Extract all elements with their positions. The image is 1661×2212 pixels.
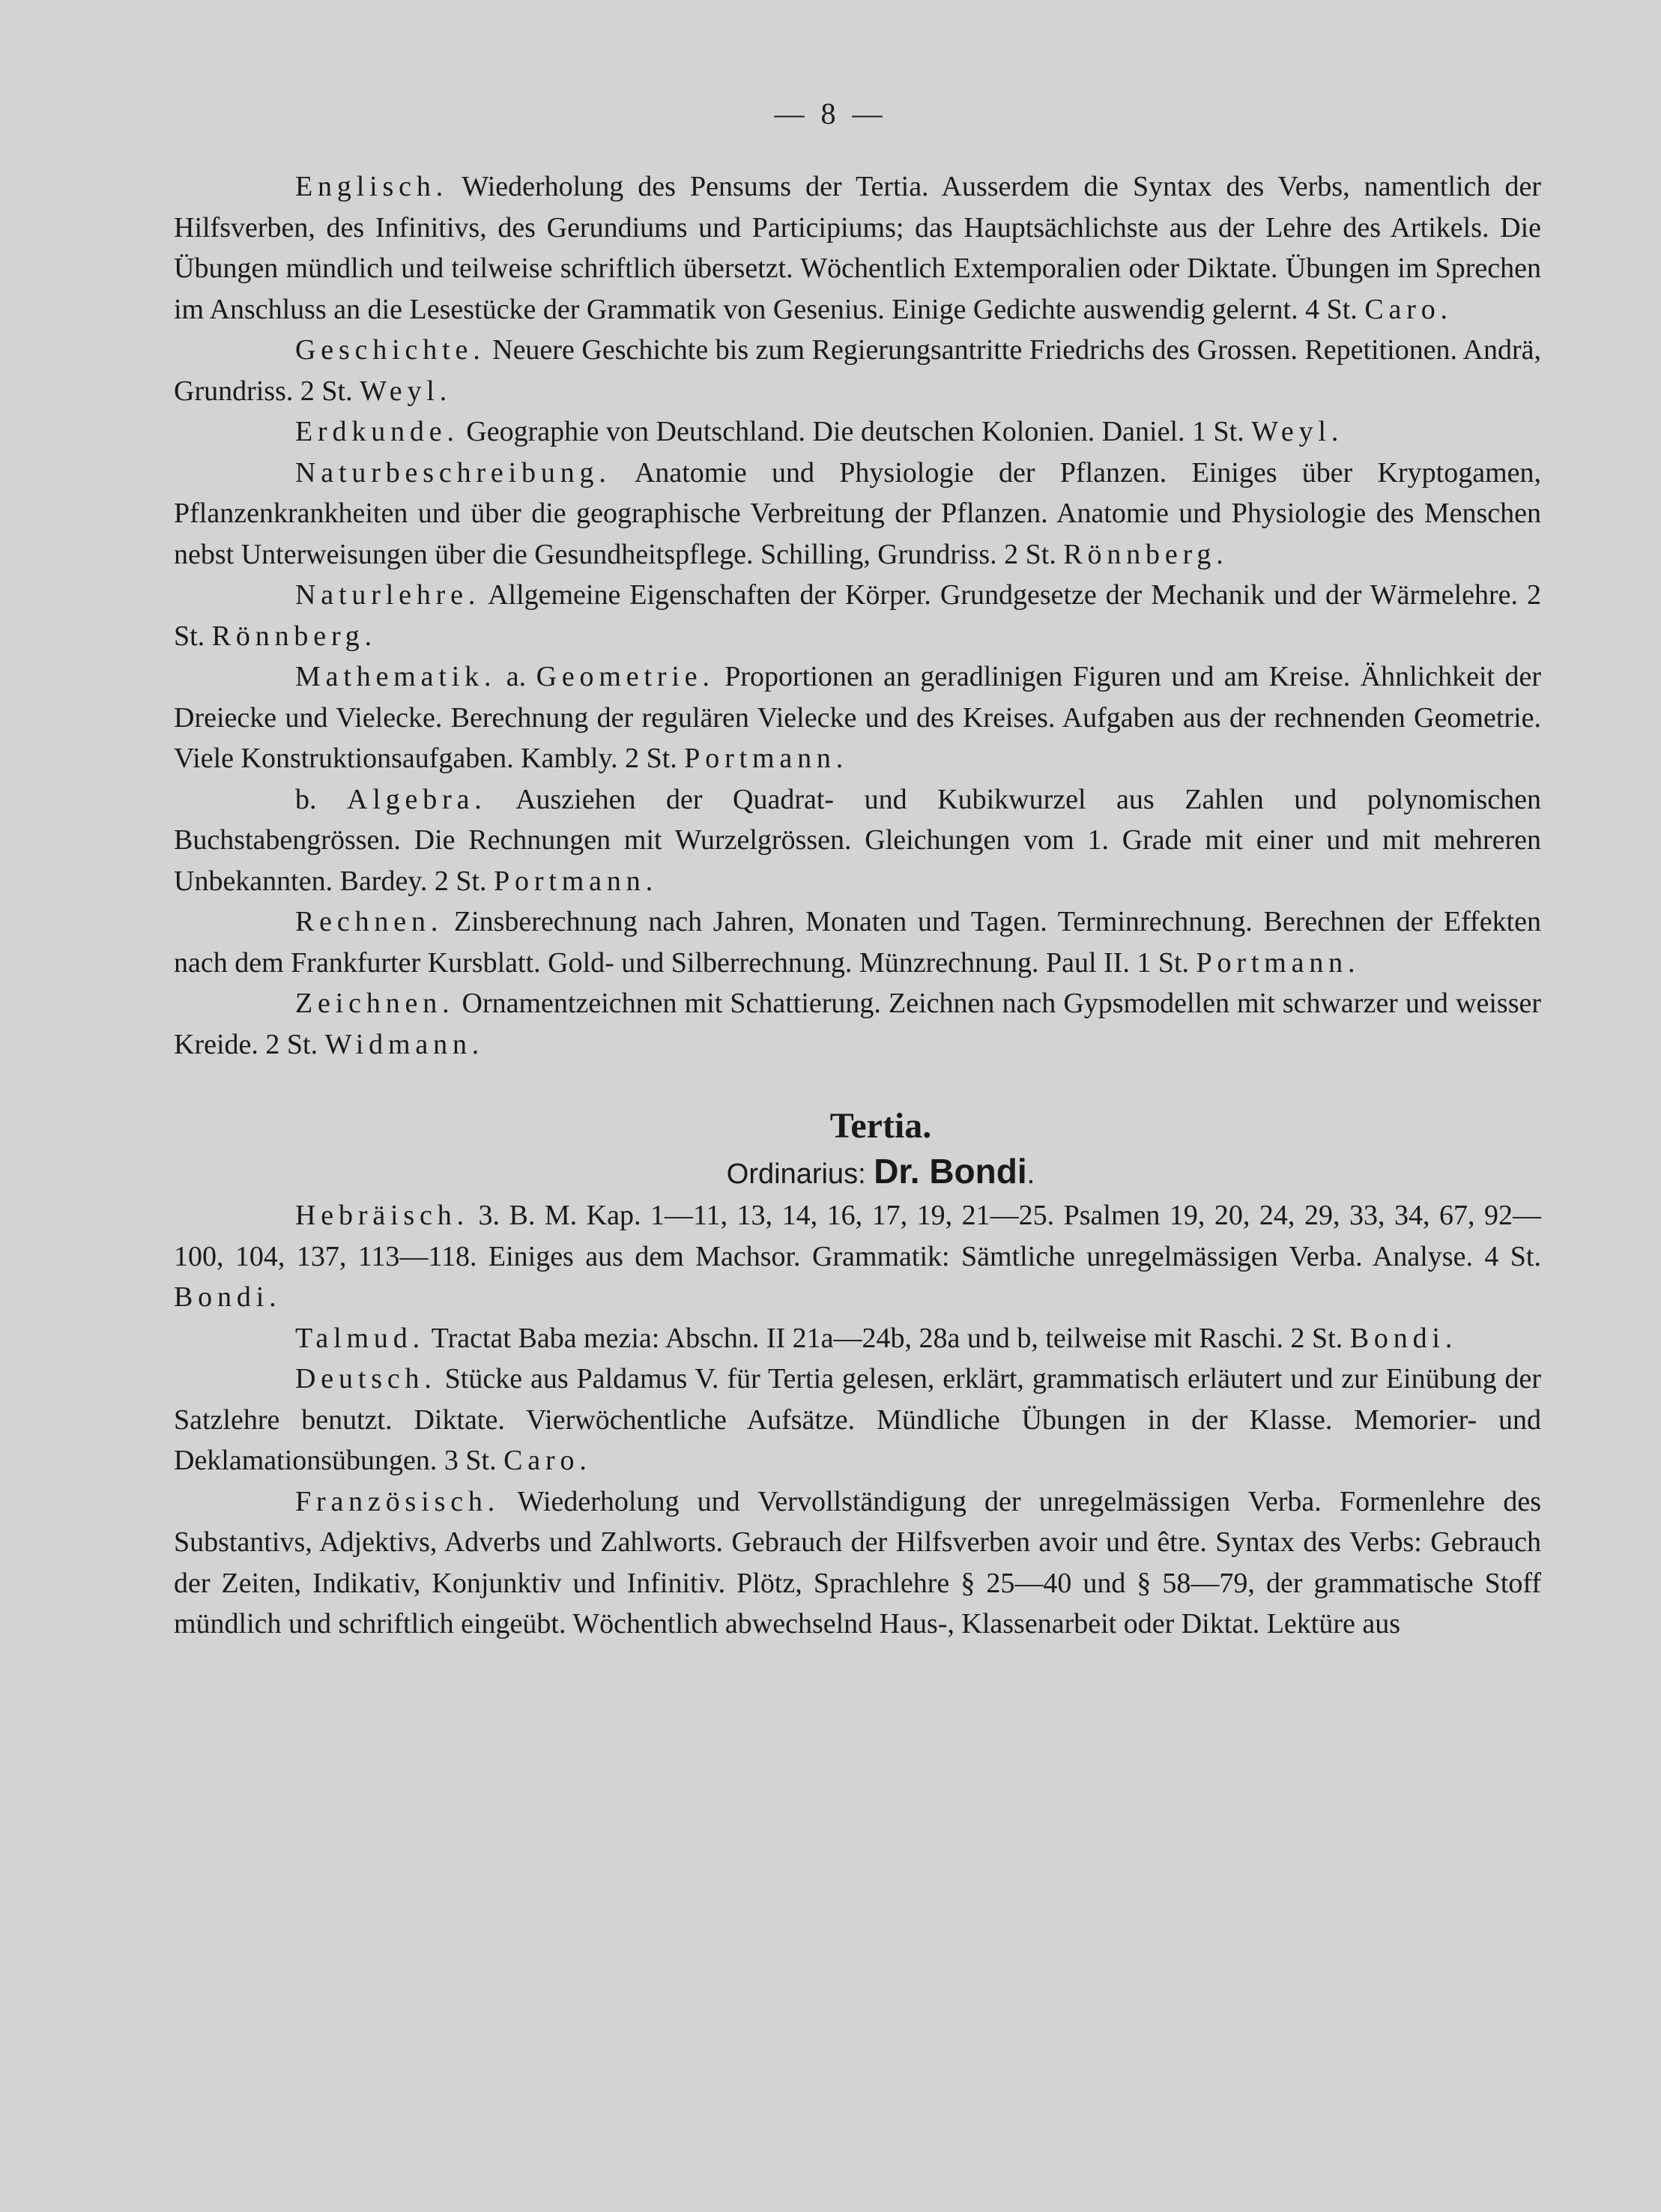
paragraph-text: Allgemeine Eigenschaften der Körper. Grundgesetze der Mechanik und der Wärmelehre. 2 St. xyxy=(174,579,1541,652)
paragraph-hebraeisch: Hebräisch. 3. B. M. Kap. 1—11, 13, 14, 16, 17, 19, 21—25. Psalmen 19, 20, 24, 29, 33, 34, 67, 92—100, 104, 137, 113—118. Einiges aus dem Machsor. Grammatik: Sämtliche unregelmässigen Verba. Analyse. 4 St. Bondi. xyxy=(174,1200,1541,1313)
paragraph-zeichnen: Zeichnen. Ornamentzeichnen mit Schattierung. Zeichnen nach Gypsmodellen mit schwarzer und weisser Kreide. 2 St. Widmann. xyxy=(174,988,1541,1060)
subject-label: Mathematik. xyxy=(295,661,497,692)
subject-label: Französisch. xyxy=(295,1485,500,1517)
ordinarius-line: Ordinarius: Dr. Bondi. xyxy=(726,1152,1035,1191)
paragraph-text: Neuere Geschichte bis zum Regierungsantritte Friedrichs des Grossen. Repetitionen. Andrä, Grundriss. 2 St. xyxy=(174,334,1541,407)
teacher-name: Widmann xyxy=(324,1028,472,1060)
subject-label: Zeichnen. xyxy=(295,988,455,1019)
paragraph-naturlehre: Naturlehre. Allgemeine Eigenschaften der Körper. Grundgesetze der Mechanik und der Wärmelehre. 2 St. Rönnberg. xyxy=(174,579,1541,652)
subject-label: Talmud. xyxy=(295,1322,425,1354)
subject-label: Deutsch. xyxy=(295,1363,437,1394)
paragraph-text: Proportionen an geradlinigen Figuren und am Kreise. Ähnlichkeit der Dreiecke und Vielecke. Berechnung der regulären Vielecke und des Kreises. Aufgaben aus der rechnenden Geometrie. Viele Konstruktionsaufgaben. Kambly. 2 St. xyxy=(174,661,1542,774)
ordinarius-name: Dr. Bondi xyxy=(874,1152,1027,1191)
paragraph-naturbeschreibung: Naturbeschreibung. Anatomie und Physiologie der Pflanzen. Einiges über Kryptogamen, Pflanzenkrankheiten und über die geographische Verbreitung der Pflanzen. Anatomie und Physiologie des Menschen nebst Unterweisungen über die Gesundheitspflege. Schilling, Grundriss. 2 St. Rönnberg. xyxy=(174,456,1541,570)
paragraph-text: Ornamentzeichnen mit Schattierung. Zeichnen nach Gypsmodellen mit schwarzer und weisser Kreide. 2 St. xyxy=(174,988,1541,1060)
teacher-name: Portmann xyxy=(1196,946,1349,979)
paragraph-text: Ausziehen der Quadrat- und Kubikwurzel aus Zahlen und polynomischen Buchstabengrössen. Die Rechnungen mit Wurzelgrössen. Gleichungen vom 1. Grade mit einer und mit mehreren Unbekannten. Bardey. 2 St. xyxy=(174,783,1541,897)
paragraph-text: 3. B. M. Kap. 1—11, 13, 14, 16, 17, 19, 21—25. Psalmen 19, 20, 24, 29, 33, 34, 67, 92—100, 104, 137, 113—118. Einiges aus dem Machsor. Grammatik: Sämtliche unregelmässigen Verba. Analyse. 4 St. xyxy=(174,1200,1541,1272)
teacher-name: Bondi xyxy=(174,1281,270,1313)
paragraph-text: Anatomie und Physiologie der Pflanzen. Einiges über Kryptogamen, Pflanzenkrankheiten und über die geographische Verbreitung der Pflanzen. Anatomie und Physiologie des Menschen nebst Unterweisungen über die Gesundheitspflege. Schilling, Grundriss. 2 St. xyxy=(174,456,1541,570)
subject-label: Erdkunde. xyxy=(295,416,459,447)
subject-label: Geschichte. xyxy=(295,334,485,366)
subject-label: Naturbeschreibung. xyxy=(295,456,611,489)
paragraph-text: Zinsberechnung nach Jahren, Monaten und Tagen. Terminrechnung. Berechnen der Effekten nach dem Frankfurter Kursblatt. Gold- und Silberrechnung. Münzrechnung. Paul II. 1 St. xyxy=(174,906,1541,979)
paragraph-text: Wiederholung des Pensums der Tertia. Ausserdem die Syntax des Verbs, namentlich der Hilfsverben, des Infinitivs, des Gerundiums und Participiums; das Hauptsächlichste aus der Lehre des Artikels. Die Übungen mündlich und teilweise schriftlich übersetzt. Wöchentlich Extemporalien oder Diktate. Übungen im Sprechen im Anschluss an die Lesestücke der Grammatik von Gesenius. Einige Gedichte auswendig gelernt. 4 St. xyxy=(174,171,1541,325)
paragraph-text: Tractat Baba mezia: Abschn. II 21a—24b, 28a und b, teilweise mit Raschi. 2 St. xyxy=(424,1322,1350,1354)
subject-label: Algebra. xyxy=(347,783,487,815)
paragraph-geschichte: Geschichte. Neuere Geschichte bis zum Regierungsantritte Friedrichs des Grossen. Repetitionen. Andrä, Grundriss. 2 St. Weyl. xyxy=(174,334,1541,407)
paragraph-deutsch: Deutsch. Stücke aus Paldamus V. für Tertia gelesen, erklärt, grammatisch erläutert und zur Einübung der Satzlehre benutzt. Diktate. Vierwöchentliche Aufsätze. Mündliche Übungen in der Klasse. Memorier- und Deklamationsübungen. 3 St. Caro. xyxy=(174,1363,1541,1476)
teacher-name: Bondi xyxy=(1349,1322,1445,1354)
paragraph-algebra: b. Algebra. Ausziehen der Quadrat- und Kubikwurzel aus Zahlen und polynomischen Buchstabengrössen. Die Rechnungen mit Wurzelgrössen. Gleichungen vom 1. Grade mit einer und mit mehreren Unbekannten. Bardey. 2 St. Portmann. xyxy=(174,783,1541,897)
teacher-name: Weyl xyxy=(1251,416,1331,447)
teacher-name: Rönnberg xyxy=(1063,538,1217,570)
teacher-name: Portmann xyxy=(684,743,836,774)
teacher-name: Rönnberg xyxy=(211,620,365,652)
paragraph-text: Wiederholung und Vervollständigung der unregelmässigen Verba. Formenlehre des Substantivs, Adjektivs, Adverbs und Zahlworts. Gebrauch der Hilfsverben avoir und être. Syntax des Verbs: Gebrauch der Zeiten, Indikativ, Konjunktiv und Infinitiv. Plötz, Sprachlehre § 25—40 und § 58—79, der grammatische Stoff mündlich und schriftlich eingeübt. Wöchentlich abwechselnd Haus-, Klassenarbeit oder Diktat. Lektüre aus xyxy=(174,1485,1541,1640)
page-content xyxy=(174,166,1541,1645)
subject-label: Hebräisch. xyxy=(295,1200,469,1231)
subject-label: Naturlehre. xyxy=(295,579,481,611)
paragraph-rechnen: Rechnen. Zinsberechnung nach Jahren, Monaten und Tagen. Terminrechnung. Berechnen der Effekten nach dem Frankfurter Kursblatt. Gold- und Silberrechnung. Münzrechnung. Paul II. 1 St. Portmann. xyxy=(174,906,1541,979)
teacher-name: Portmann xyxy=(494,865,646,897)
ordinarius-label: Ordinarius: xyxy=(726,1158,866,1190)
teacher-name: Weyl xyxy=(360,375,440,407)
paragraph-text: Stücke aus Paldamus V. für Tertia gelesen, erklärt, grammatisch erläutert und zur Einübung der Satzlehre benutzt. Diktate. Vierwöchentliche Aufsätze. Mündliche Übungen in der Klasse. Memorier- und Deklamationsübungen. 3 St. xyxy=(174,1363,1541,1476)
subsubject-label: Geometrie. xyxy=(536,661,715,692)
teacher-name: Caro xyxy=(1364,293,1441,325)
paragraph-englisch: Englisch. Wiederholung des Pensums der Tertia. Ausserdem die Syntax des Verbs, namentlich der Hilfsverben, des Infinitivs, des Gerundiums und Participiums; das Hauptsächlichste aus der Lehre des Artikels. Die Übungen mündlich und teilweise schriftlich übersetzt. Wöchentlich Extemporalien oder Diktate. Übungen im Sprechen im Anschluss an die Lesestücke der Grammatik von Gesenius. Einige Gedichte auswendig gelernt. 4 St. Caro. xyxy=(174,171,1541,325)
paragraph-text: Geographie von Deutschland. Die deutschen Kolonien. Daniel. 1 St. xyxy=(459,416,1252,447)
paragraph-text: a. xyxy=(496,661,536,692)
page-number: — 8 — xyxy=(774,97,887,130)
subject-label: Englisch. xyxy=(295,171,449,202)
paragraph-mathematik-geometrie: Mathematik. a. Geometrie. Proportionen an geradlinigen Figuren und am Kreise. Ähnlichkeit der Dreiecke und Vielecke. Berechnung der regulären Vielecke und des Kreises. Aufgaben aus der rechnenden Geometrie. Viele Konstruktionsaufgaben. Kambly. 2 St. Portmann. xyxy=(174,661,1542,774)
paragraph-erdkunde: Erdkunde. Geographie von Deutschland. Die deutschen Kolonien. Daniel. 1 St. Weyl. xyxy=(295,416,1339,447)
teacher-name: Caro xyxy=(503,1445,580,1476)
paragraph-franzoesisch xyxy=(174,1481,1541,1645)
section-title: Tertia. xyxy=(829,1106,932,1146)
subject-label: Rechnen. xyxy=(295,906,444,937)
paragraph-talmud: Talmud. Tractat Baba mezia: Abschn. II 21a—24b, 28a und b, teilweise mit Raschi. 2 St. Bondi. xyxy=(295,1322,1453,1354)
